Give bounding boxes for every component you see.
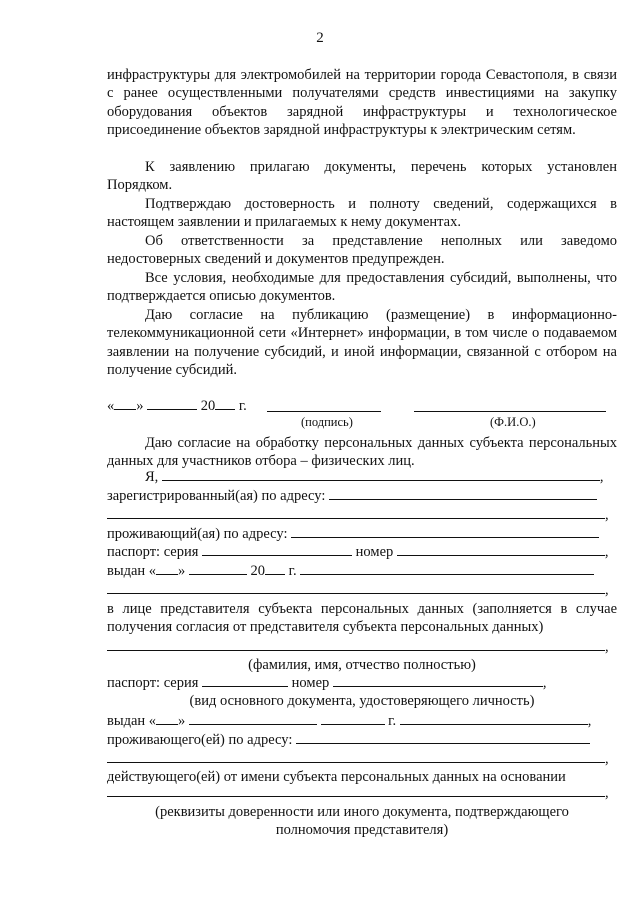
line-rep-fio — [107, 638, 617, 656]
line-passport — [107, 543, 617, 561]
fio-field[interactable] — [414, 397, 606, 412]
comma: , — [605, 639, 609, 655]
representative-fio-field[interactable] — [107, 638, 605, 651]
comma: , — [604, 544, 609, 560]
line-passport-2 — [107, 674, 617, 692]
passport-series-label: паспорт: серия — [107, 544, 199, 560]
signature-caption: (подпись) — [301, 415, 353, 429]
date-quote-open: « — [107, 398, 115, 414]
issued-year-field-2[interactable] — [321, 712, 385, 725]
passport-number-field-2[interactable] — [333, 674, 543, 687]
issued-year-suffix-2: г. — [388, 713, 397, 729]
issued-day-field-2[interactable] — [156, 712, 178, 725]
registered-label: зарегистрированный(ая) по адресу: — [107, 488, 326, 504]
issued-by-field[interactable] — [300, 562, 594, 575]
date-month-field[interactable] — [147, 397, 197, 410]
passport-series-field-2[interactable] — [202, 674, 288, 687]
paragraph-personal-data-consent: Даю согласие на обработку персональных данных субъекта персональных данных для участников отбора – физических лиц. — [107, 435, 617, 470]
issued-label-2: выдан « — [107, 713, 157, 729]
paragraph-conditions-met: Все условия, необходимые для предоставления субсидий, выполнены, что подтверждается описью документов. — [107, 270, 617, 305]
comma: , — [599, 469, 604, 485]
date-year-suffix: г. — [238, 398, 247, 414]
paragraph-confirm-accuracy: Подтверждаю достоверность и полноту сведений, содержащихся в настоящем заявлении и прилагаемых к нему документах. — [107, 196, 617, 231]
line-issued-2 — [107, 712, 617, 730]
passport-number-label-2: номер — [291, 675, 330, 691]
issued-by-field-3[interactable] — [400, 712, 588, 725]
line-registered-cont — [107, 506, 617, 524]
living-address-field[interactable] — [291, 525, 599, 538]
comma: , — [542, 675, 547, 691]
signature-field[interactable] — [267, 397, 381, 412]
full-name-field[interactable] — [162, 468, 600, 481]
living-label-2: проживающего(ей) по адресу: — [107, 732, 293, 748]
passport-number-field[interactable] — [397, 543, 605, 556]
date-year-prefix: 20 — [200, 398, 216, 414]
registered-address-field[interactable] — [329, 487, 597, 500]
line-ya — [107, 468, 617, 486]
issued-by-field-2[interactable] — [107, 581, 605, 594]
basis-document-field[interactable] — [107, 784, 605, 797]
paragraph-attached-documents: К заявлению прилагаю документы, перечень которых установлен Порядком. — [107, 159, 617, 194]
passport-series-field[interactable] — [202, 543, 352, 556]
issued-month-field[interactable] — [189, 562, 247, 575]
representative-fio-caption: (фамилия, имя, отчество полностью) — [248, 657, 476, 673]
line-issued — [107, 562, 617, 580]
line-living-2 — [107, 731, 617, 749]
line-living-2-cont — [107, 750, 617, 768]
living-address-field-3[interactable] — [107, 750, 605, 763]
line-acting-cont — [107, 784, 617, 802]
date-quote-close: » — [136, 398, 144, 414]
paragraph-responsibility: Об ответственности за представление неполных или заведомо недостоверных сведений и документов предупрежден. — [107, 233, 617, 268]
line-issued-cont — [107, 581, 617, 599]
issued-month-field-2[interactable] — [189, 712, 317, 725]
passport-series-label-2: паспорт: серия — [107, 675, 199, 691]
date-day-field[interactable] — [114, 397, 136, 410]
issued-quote-close-2: » — [178, 713, 186, 729]
comma: , — [605, 785, 609, 801]
fio-caption: (Ф.И.О.) — [490, 415, 536, 429]
registered-address-field-2[interactable] — [107, 506, 605, 519]
living-label: проживающий(ая) по адресу: — [107, 526, 288, 542]
line-living — [107, 525, 617, 543]
paragraph-acting: действующего(ей) от имени субъекта персональных данных на основании — [107, 769, 566, 785]
comma: , — [605, 751, 609, 767]
issued-label: выдан « — [107, 563, 157, 579]
date-year-field[interactable] — [215, 397, 235, 410]
page-number: 2 — [316, 30, 324, 46]
living-address-field-2[interactable] — [296, 731, 590, 744]
issued-year-prefix: 20 — [250, 563, 266, 579]
ya-label: Я, — [145, 469, 159, 485]
passport-number-label: номер — [355, 544, 394, 560]
document-type-caption: (вид основного документа, удостоверяющего личность) — [189, 693, 535, 709]
paragraph-representative: в лице представителя субъекта персональных данных (заполняется в случае получения согласия от представителя субъекта персональных данных) — [107, 601, 617, 636]
comma: , — [587, 713, 592, 729]
issued-day-field[interactable] — [156, 562, 178, 575]
line-registered — [107, 487, 617, 505]
issued-quote-close: » — [178, 563, 186, 579]
issued-year-suffix: г. — [288, 563, 297, 579]
issued-year-field[interactable] — [265, 562, 285, 575]
requisites-caption: (реквизиты доверенности или иного документа, подтверждающего полномочия представителя) — [155, 804, 569, 839]
paragraph-publication-consent: Даю согласие на публикацию (размещение) в информационно-телекоммуникационной сети «Интернет» информации, в том числе о подаваемом заявлении на получение субсидий, и иной информации, связанной с отбором на получение субсидий. — [107, 307, 617, 378]
comma: , — [605, 582, 609, 598]
paragraph-infrastructure: инфраструктуры для электромобилей на территории города Севастополя, в связи с ранее осуществленными получателями средств инвестициями на закупку оборудования объектов зарядной инфраструктуры и технологическое присоединение объектов зарядной инфраструктуры к электрическим сетям. — [107, 67, 617, 138]
comma: , — [605, 507, 609, 523]
